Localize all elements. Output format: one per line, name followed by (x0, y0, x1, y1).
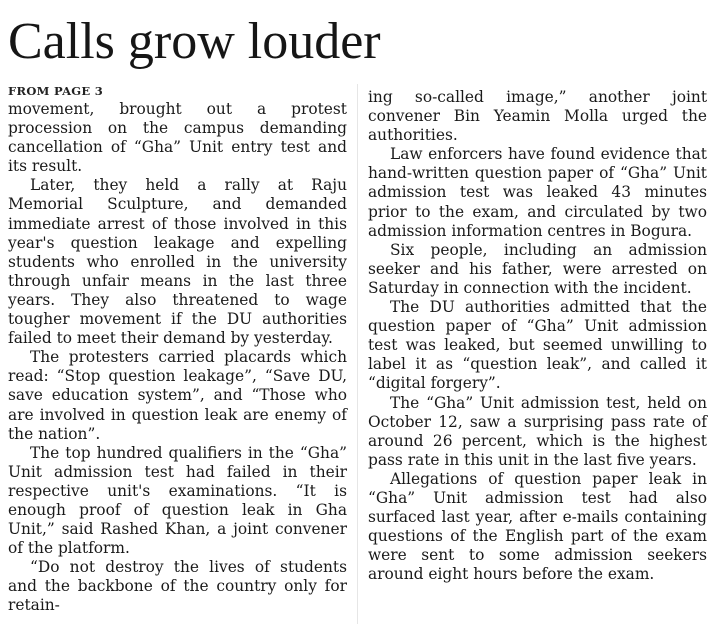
column-divider (357, 84, 358, 624)
paragraph: The DU authorities admitted that the question paper of “Gha” Unit admission test was leaked, but seemed unwilling to label it as “question leak”, and called it “digital forgery”. (368, 298, 707, 393)
paragraph: The protesters carried placards which read: “Stop question leakage”, “Save DU, save education system”, and “Those who are involved in question leak are enemy of the nation”. (8, 348, 347, 443)
paragraph: movement, brought out a protest procession on the campus demanding cancellation of “Gha” Unit entry test and its result. (8, 100, 347, 176)
paragraph: Law enforcers have found evidence that hand-written question paper of “Gha” Unit admission test was leaked 43 minutes prior to the exam, and circulated by two admission information centres in Bogura. (368, 145, 707, 240)
paragraph: The “Gha” Unit admission test, held on October 12, saw a surprising pass rate of around 26 percent, which is the highest pass rate in this unit in the last five years. (368, 393, 707, 469)
page-reference: FROM PAGE 3 (8, 84, 104, 98)
paragraph: Allegations of question paper leak in “Gha” Unit admission test had also surfaced last year, after e-mails containing questions of the English part of the exam were sent to some admission seekers around eight hours before the exam. (368, 469, 707, 584)
paragraph: “Do not destroy the lives of students and the backbone of the country only for retain- (8, 558, 347, 615)
paragraph: Later, they held a rally at Raju Memorial Sculpture, and demanded immediate arrest of those involved in this year's question leakage and expelling students who enrolled in the university through unfair means in the last three years. They also threatened to wage tougher movement if the DU authorities failed to meet their demand by yesterday. (8, 176, 347, 348)
paragraph: The top hundred qualifiers in the “Gha” Unit admission test had failed in their respective unit's examinations. “It is enough proof of question leak in Gha Unit,” said Rashed Khan, a joint convener of the platform. (8, 443, 347, 558)
right-column (368, 88, 707, 584)
paragraph: ing so-called image,” another joint convener Bin Yeamin Molla urged the authorities. (368, 88, 707, 145)
headline: Calls grow louder (8, 13, 381, 70)
paragraph: Six people, including an admission seeker and his father, were arrested on Saturday in connection with the incident. (368, 240, 707, 297)
left-column (8, 85, 347, 616)
